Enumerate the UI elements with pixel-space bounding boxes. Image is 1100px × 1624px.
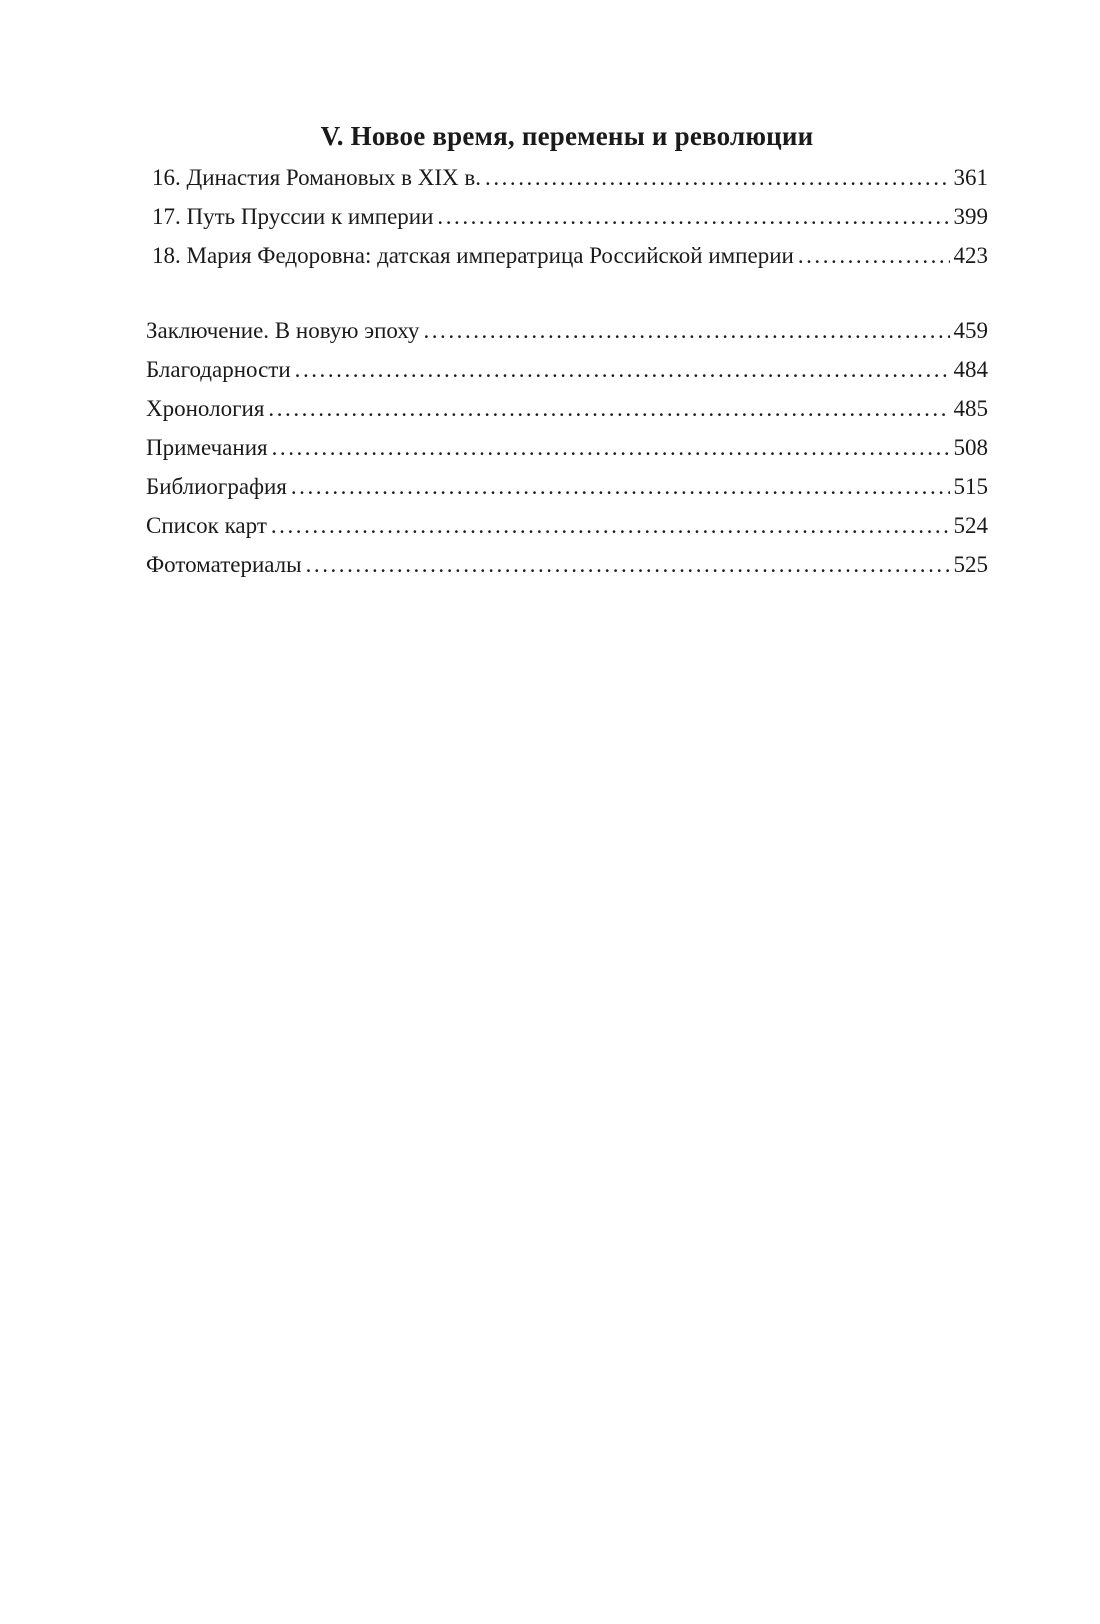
toc-entry-label: Благодарности <box>146 357 291 382</box>
toc-entry-chapter-17[interactable] <box>146 197 988 236</box>
toc-entry-acknowledgements[interactable] <box>146 350 988 389</box>
dot-leader <box>291 467 950 506</box>
dot-leader <box>437 197 949 236</box>
toc-entry-label: Фотоматериалы <box>146 552 302 577</box>
toc-entry-chapter-18[interactable] <box>146 236 988 275</box>
toc-entry-chapter-16[interactable] <box>146 158 988 197</box>
toc-entry-label: Заключение. В новую эпоху <box>146 318 420 343</box>
back-matter-list <box>146 311 988 584</box>
toc-entry-label: Библиография <box>146 474 287 499</box>
toc-entry-page-number: 515 <box>953 474 988 499</box>
toc-entry-page-number: 423 <box>953 243 988 268</box>
toc-entry-conclusion[interactable] <box>146 311 988 350</box>
toc-entry-notes[interactable] <box>146 428 988 467</box>
dot-leader <box>306 545 950 584</box>
toc-entry-chronology[interactable] <box>146 389 988 428</box>
toc-entry-page-number: 525 <box>953 552 988 577</box>
toc-entry-page-number: 459 <box>953 318 988 343</box>
dot-leader <box>485 158 949 197</box>
table-of-contents-page <box>146 118 988 584</box>
dot-leader <box>423 311 949 350</box>
toc-entry-label: Примечания <box>146 435 268 460</box>
toc-entry-photographs[interactable] <box>146 545 988 584</box>
toc-entry-list-of-maps[interactable] <box>146 506 988 545</box>
toc-entry-page-number: 484 <box>953 357 988 382</box>
dot-leader <box>272 428 950 467</box>
toc-entry-label: Список карт <box>146 513 267 538</box>
dot-leader <box>271 506 950 545</box>
part-title: V. Новое время, перемены и революции <box>320 121 814 151</box>
toc-entry-label: Хронология <box>146 396 265 421</box>
dot-leader <box>268 389 949 428</box>
toc-entry-bibliography[interactable] <box>146 467 988 506</box>
dot-leader <box>798 236 950 275</box>
toc-entry-page-number: 361 <box>953 165 988 190</box>
toc-entry-label: 17. Путь Пруссии к империи <box>152 204 434 229</box>
dot-leader <box>295 350 950 389</box>
chapter-list <box>146 158 988 275</box>
toc-entry-page-number: 524 <box>953 513 988 538</box>
toc-entry-page-number: 399 <box>953 204 988 229</box>
toc-entry-label: 18. Мария Федоровна: датская императрица Российской империи <box>152 243 794 268</box>
toc-entry-label: 16. Династия Романовых в XIX в. <box>152 165 482 190</box>
toc-entry-page-number: 508 <box>953 435 988 460</box>
toc-entry-page-number: 485 <box>953 396 988 421</box>
